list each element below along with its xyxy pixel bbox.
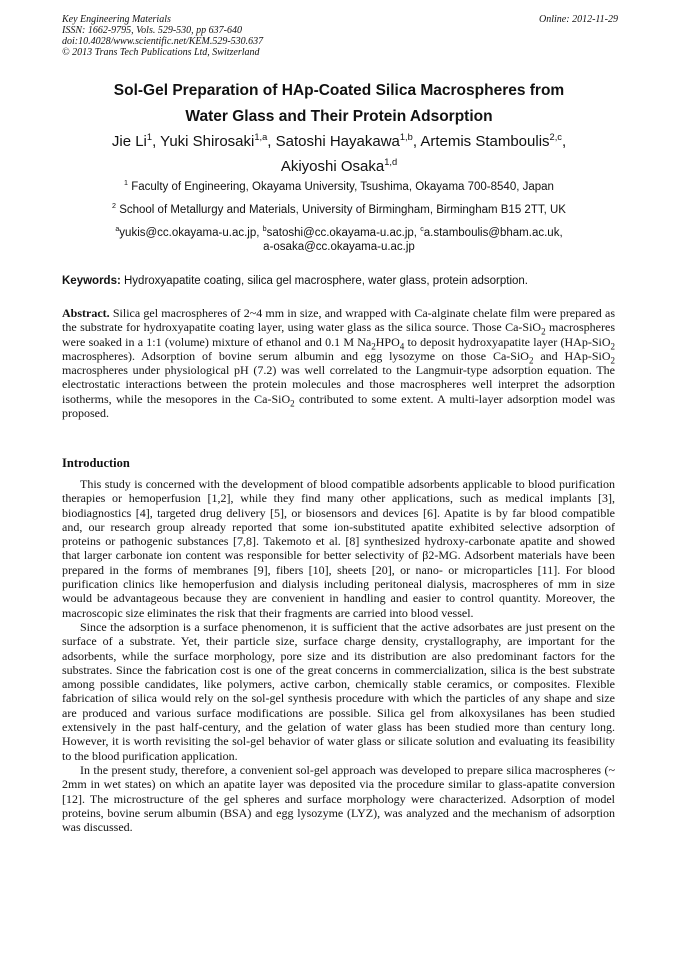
title-line-2: Water Glass and Their Protein Adsorption (185, 108, 493, 125)
keywords-label: Keywords: (62, 275, 121, 287)
author-3: Satoshi Hayakawa (275, 133, 400, 150)
intro-paragraph-2: Since the adsorption is a surface phenomenon, it is sufficient that the active adsorbates are just present on the surface of a substrate. Yet, their particle size, surface charge density, crystallography, are important for the adsorbents, while the surface morphology, pore size and its distribution are also predominant factors for the substrates. Since the fabrication cost is one of the great concerns in commercialization, silica is the best substrate among possible candidates, like polymers, active carbon, chemically stable ceramics, or composites. Flexible fabrication of silica would rely on the sol-gel synthesis procedure with which the particles of any shape and size are produced and various surface modifications are possible. Silica gel from alkoxysilanes has been studied extensively in the past half-century, and the gelation of water glass has been studied more than century long. However, it is worth revisiting the sol-gel behavior of water glass or silicate solution and evaluating its feasibility to the blood purification application. (62, 619, 615, 763)
title-line-1: Sol-Gel Preparation of HAp-Coated Silica Macrospheres from (113, 82, 565, 99)
copyright-line: © 2013 Trans Tech Publications Ltd, Switzerland (62, 47, 260, 58)
journal-name: Key Engineering Materials (62, 14, 171, 25)
abstract: Abstract. Silica gel macrospheres of 2~4 mm in size, and wrapped with Ca-alginate chelate film were prepared as the substrate for hydroxyapatite coating layer, using water glass as the silica source. Those Ca-SiO$_2$ macrospheres were soaked in a 1:1 (volume) mixture of ethanol and 0.1 M $Na_2HPO_4$ to deposit hydroxyapatite layer (HAp-SiO$_2$ macrospheres). Adsorption of bovine serum albumin and egg lysozyme on those Ca-SiO$_2$ and HAp-SiO$_2$ macrospheres under physiological pH (7.2) was well correlated to the Langmuir-type adsorption equation. The electrostatic interactions between the protein molecules and those macrospheres well interpret the adsorption isotherms, while the mesopores in the Ca-SiO$_2$ contributed to some extent. A multi-layer adsorption model was proposed. (62, 306, 616, 421)
author-4-sup: 2,c (549, 132, 562, 142)
author-1: Jie Li (111, 133, 147, 150)
author-5: Akiyoshi Osaka (280, 158, 385, 175)
author-3-sup: 1,b (399, 132, 413, 142)
keywords-line (62, 274, 618, 288)
affiliation-1: $^1$ Faculty of Engineering, Okayama University, Tsushima, Okayama 700-8540, Japan (124, 179, 554, 193)
affiliation-2: $^2$ School of Metallurgy and Materials, University of Birmingham, Birmingham B15 2TT, UK (112, 202, 566, 216)
author-2-sup: 1,a (254, 132, 268, 142)
intro-paragraph-3: In the present study, therefore, a convenient sol-gel approach was developed to prepare silica macrospheres (~ 2mm in wet states) on which an apatite layer was deposited via the procedure similar to glass-apatite conversion [12]. The microstructure of the gel spheres and surface morphology were characterized. Adsorption of model proteins, bovine serum albumin (BSA) and egg lysozyme (LYZ), was analyzed and the mechanism of adsorption was discussed. (62, 762, 615, 835)
email-d[interactable]: a-osaka@cc.okayama-u.ac.jp (263, 241, 415, 253)
paper-title (40, 78, 638, 130)
introduction-body (62, 477, 615, 834)
author-2: Yuki Shirosaki (160, 133, 255, 150)
journal-header (62, 14, 618, 58)
email-a[interactable]: yukis@cc.okayama-u.ac.jp, (119, 227, 260, 239)
abstract-label: Abstract. (62, 306, 110, 320)
intro-paragraph-1: This study is concerned with the development of blood compatible adsorbents applicable to blood purification therapies or hemoperfusion [1,2], while they find many other applications, such as medical implants [3], biodiagnostics [4], targeted drug delivery [5], or biosensors and devices [6]. Apatite is by far blood compatible and, our research group already reported that some ion-substituted apatite exhibited selective adsorption of proteins or pathogenic substances [7,8]. Takemoto et al. [8] synthesized hydroxy-carbonate apatite and showed that larger carbonate ion content was responsible for better selectivity of β2-MG. Adsorbent materials have been prepared in the forms of membranes [9], fibers [10], sheets [20], or nano- or microparticles [11]. For blood purification clinics like hemoperfusion and dialysis including peritoneal dialysis, macrospheres of mm in size would be advantageous because they are convenient in handling and easier to control quantity. Moreover, the macroscopic size eliminates the risk that their fragments are carried into blood vessel. (62, 477, 615, 620)
author-1-sup: 1 (146, 132, 153, 142)
author-list: Jie Li$^1$, Yuki Shirosaki$^{1,a}$, Satoshi Hayakawa$^{1,b}$, Artemis Stamboulis$^{2,c}$, Akiyoshi Osaka$^{1,d}$ (111, 132, 567, 175)
email-list: $^a$yukis@cc.okayama-u.ac.jp, $^b$satoshi@cc.okayama-u.ac.jp, $^c$a.stamboulis@bham.ac.uk, a-osaka@cc.okayama-u.ac.jp (115, 225, 563, 253)
keywords-text: Hydroxyapatite coating, silica gel macrosphere, water glass, protein adsorption. (124, 275, 528, 287)
email-c[interactable]: a.stamboulis@bham.ac.uk, (423, 227, 563, 239)
issn-line: ISSN: 1662-9795, Vols. 529-530, pp 637-640 (62, 25, 242, 36)
author-5-sup: 1,d (384, 157, 398, 167)
introduction-heading: Introduction (62, 456, 130, 470)
author-4: Artemis Stamboulis (420, 133, 550, 150)
doi-line: doi:10.4028/www.scientific.net/KEM.529-530.637 (62, 36, 264, 47)
online-date: Online: 2012-11-29 (539, 14, 618, 25)
email-b[interactable]: satoshi@cc.okayama-u.ac.jp, (266, 227, 417, 239)
